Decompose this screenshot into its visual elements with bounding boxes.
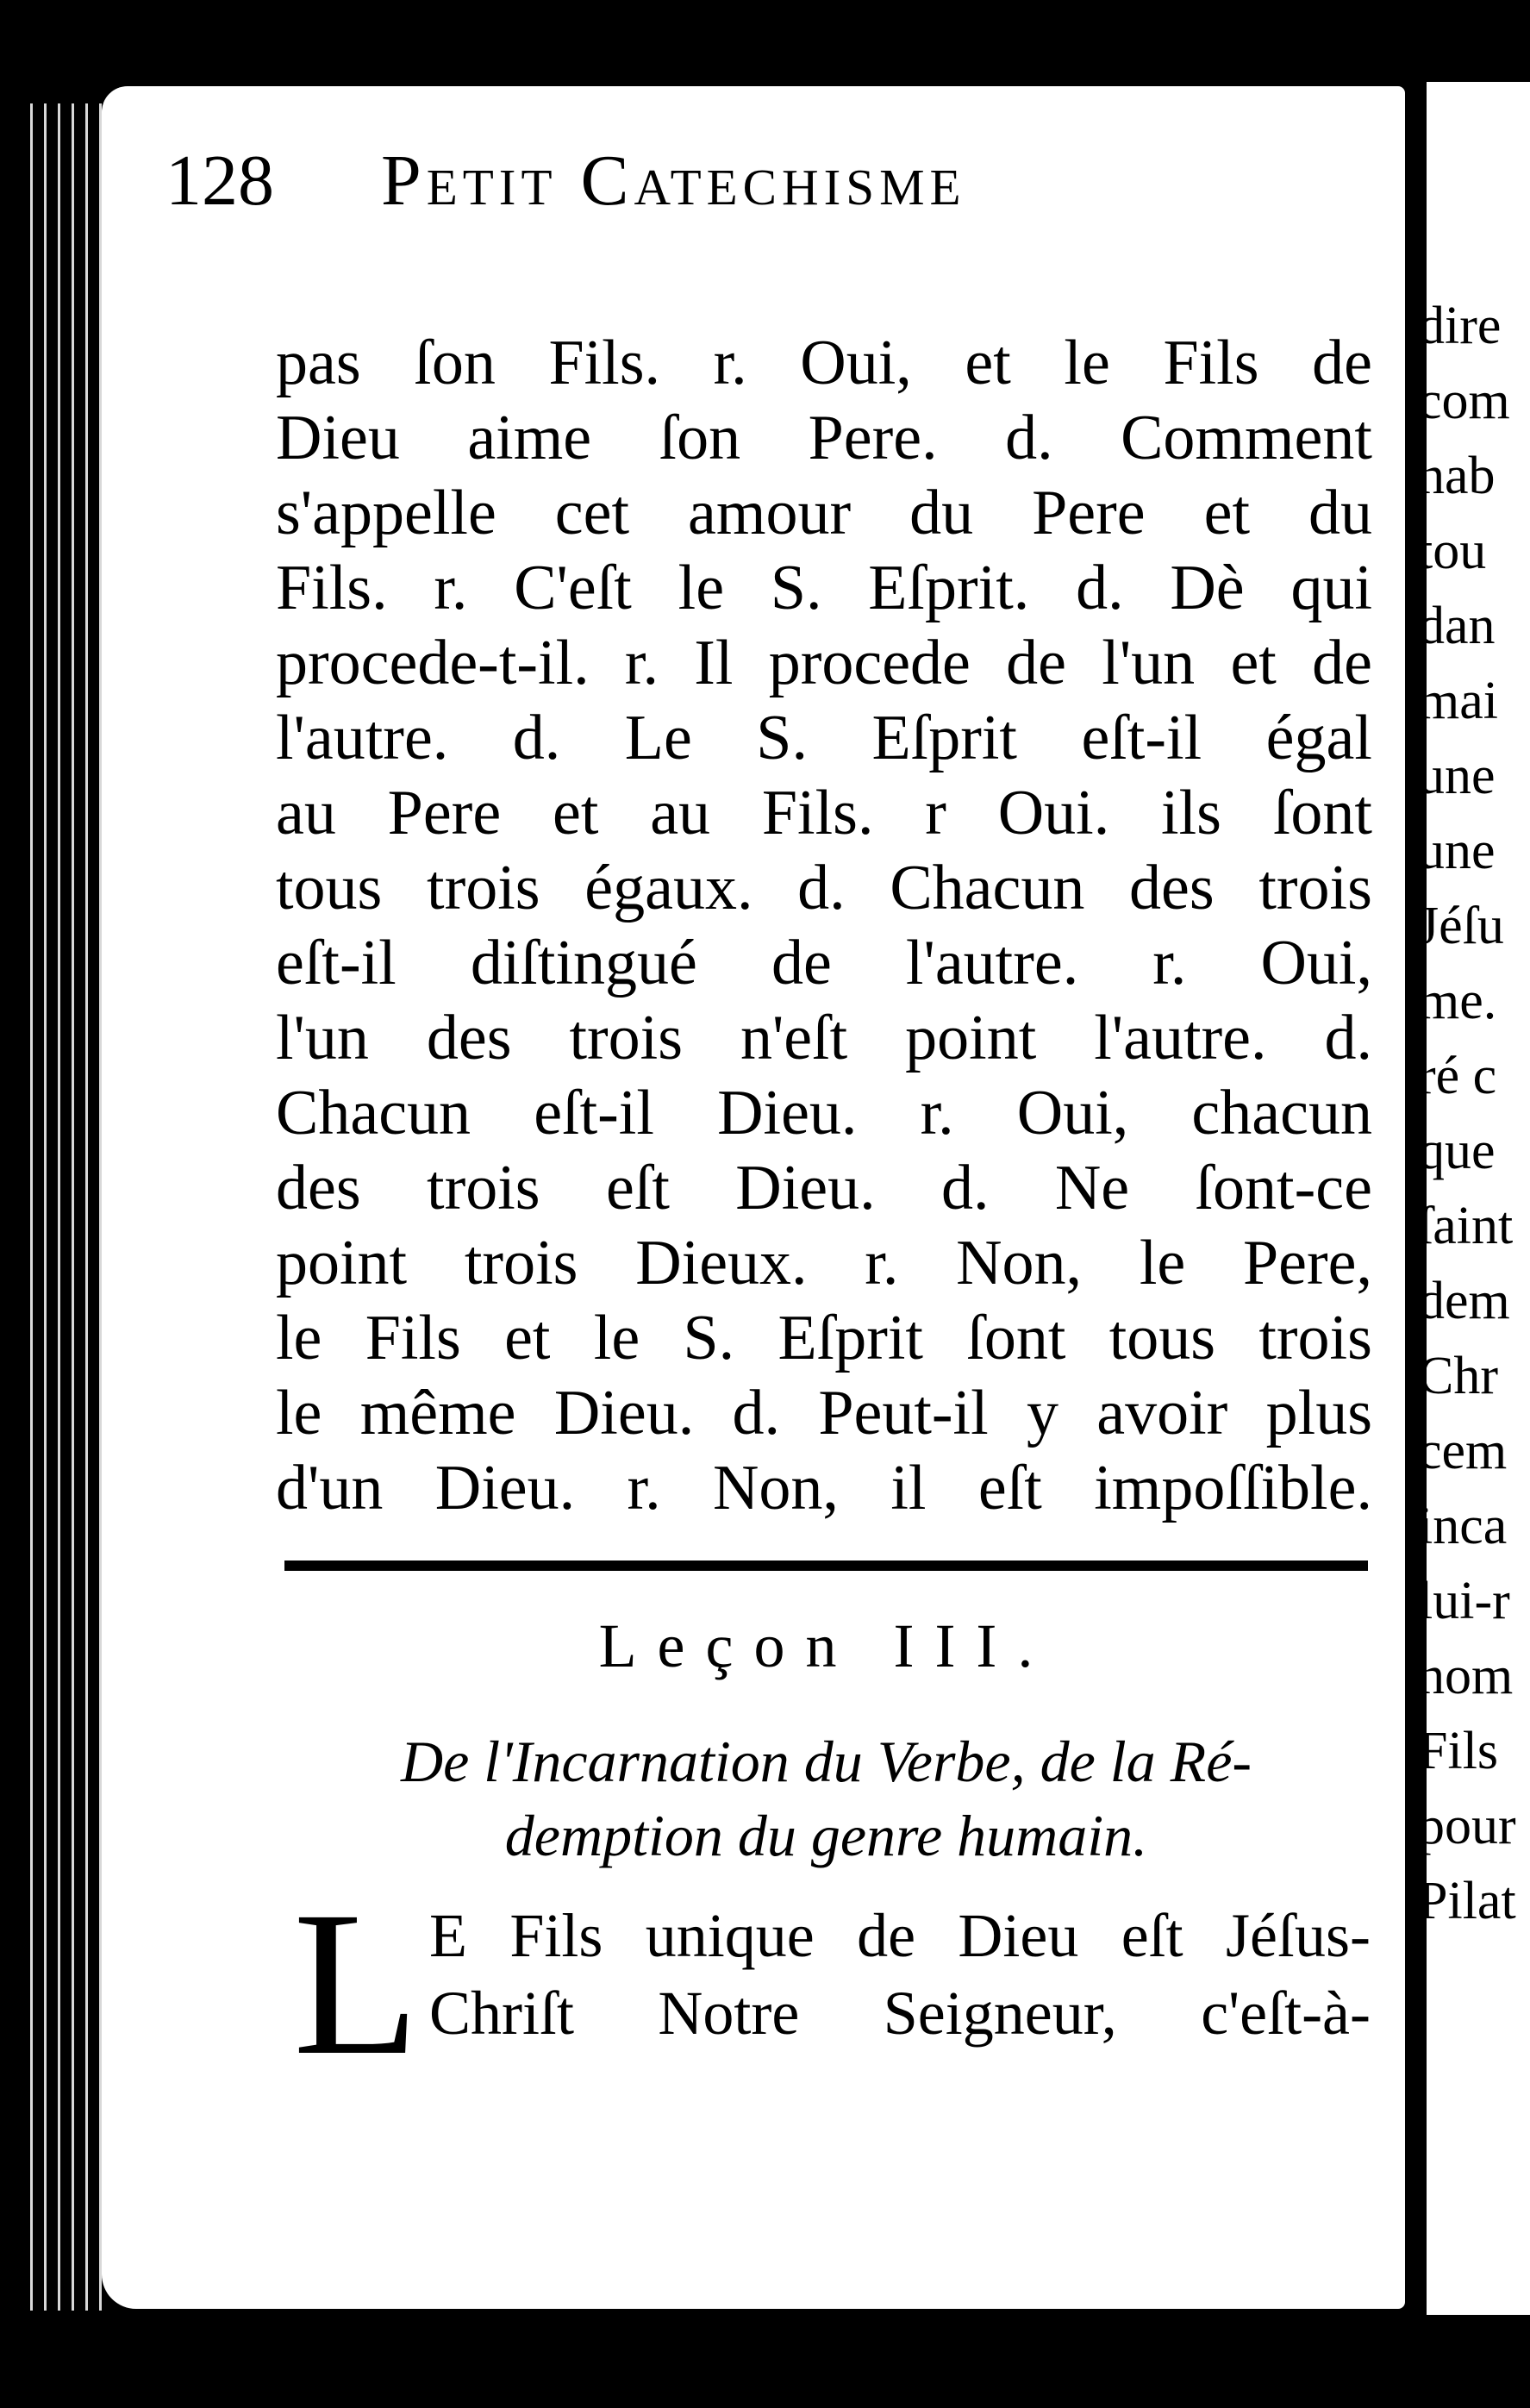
lesson-heading: Leçon III. <box>598 1611 1054 1680</box>
facing-page-fragment: dan <box>1418 597 1496 655</box>
facing-page-fragment: mai <box>1418 672 1498 730</box>
lesson-subtitle-line: demption du genre humain. <box>504 1803 1148 1868</box>
facing-page-fragment: com <box>1418 372 1510 430</box>
facing-page-fragment: hom <box>1418 1647 1514 1705</box>
text-line: au Pere et au Fils. r Oui. ils ſont <box>276 778 1372 848</box>
facing-page-fragment: cem <box>1418 1422 1508 1480</box>
opening-paragraph <box>429 1897 1371 2052</box>
facing-page-fragment: une <box>1418 822 1496 880</box>
book-spine-edge <box>24 103 110 2311</box>
facing-page-fragment: ré c <box>1418 1047 1497 1105</box>
facing-page-fragment: pour <box>1418 1797 1516 1855</box>
facing-page-fragment: Pilat <box>1418 1872 1516 1930</box>
text-line: l'un des trois n'eſt point l'autre. d. <box>276 1003 1372 1073</box>
text-line: le même Dieu. d. Peut-il y avoir plus <box>276 1378 1372 1448</box>
catechism-text <box>276 326 1372 1526</box>
text-line: s'appelle cet amour du Pere et du <box>276 478 1372 548</box>
running-title: Petit Catechisme <box>381 141 966 221</box>
opening-line: Chriſt Notre Seigneur, c'eſt-à- <box>429 1978 1371 2048</box>
facing-page-fragment: inca <box>1418 1497 1508 1555</box>
text-line: le Fils et le S. Eſprit ſont tous trois <box>276 1303 1372 1373</box>
facing-page-fragment: Fils <box>1418 1722 1499 1780</box>
text-line: pas ſon Fils. r. Oui, et le Fils de <box>276 328 1372 398</box>
facing-page-fragment: Chr <box>1418 1347 1498 1405</box>
section-rule <box>284 1561 1368 1571</box>
text-line: des trois eſt Dieu. d. Ne ſont-ce <box>276 1153 1372 1223</box>
text-line: procede-t-il. r. Il procede de l'un et de <box>276 628 1372 698</box>
facing-page-fragment: hab <box>1418 447 1496 505</box>
text-line: l'autre. d. Le S. Eſprit eſt-il égal <box>276 703 1372 773</box>
drop-cap: L <box>293 1868 420 2098</box>
facing-page-fragment: dem <box>1418 1272 1510 1330</box>
text-line: point trois Dieux. r. Non, le Pere, <box>276 1228 1372 1298</box>
facing-page-fragment: me. <box>1418 972 1497 1030</box>
text-line: tous trois égaux. d. Chacun des trois <box>276 853 1372 923</box>
facing-page-fragment: tou <box>1418 522 1487 580</box>
facing-page-fragment: que <box>1418 1122 1496 1180</box>
page-number: 128 <box>165 141 274 221</box>
text-line: Chacun eſt-il Dieu. r. Oui, chacun <box>276 1078 1372 1148</box>
lesson-subtitle-line: De l'Incarnation du Verbe, de la Ré- <box>400 1729 1252 1794</box>
facing-page-fragment: ſaint <box>1418 1197 1514 1255</box>
facing-page-fragment: dire <box>1418 297 1502 355</box>
text-line: eſt-il diſtingué de l'autre. r. Oui, <box>276 928 1372 998</box>
text-line: Dieu aime ſon Pere. d. Comment <box>276 403 1372 473</box>
opening-line: E Fils unique de Dieu eſt Jéſus- <box>429 1900 1371 1970</box>
text-line: d'un Dieu. r. Non, il eſt impoſſible. <box>276 1453 1372 1523</box>
facing-page-fragment: Jéſu <box>1418 897 1504 955</box>
facing-page-fragment: lui-r <box>1418 1572 1510 1630</box>
text-line: Fils. r. C'eſt le S. Eſprit. d. Dè qui <box>276 553 1372 623</box>
lesson-subtitle <box>284 1724 1368 1873</box>
facing-page-fragment: une <box>1418 747 1496 805</box>
